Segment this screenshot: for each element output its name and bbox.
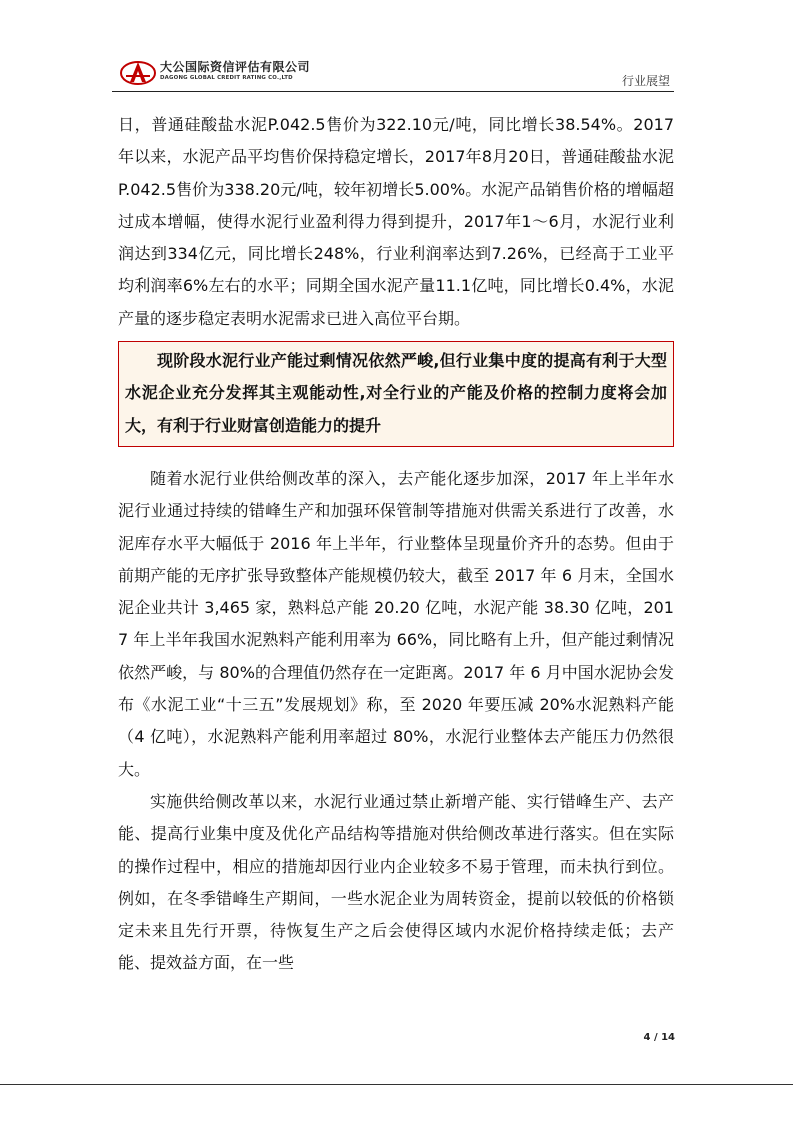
header-divider	[112, 91, 674, 92]
key-finding-box: 现阶段水泥行业产能过剩情况依然严峻,但行业集中度的提高有利于大型水泥企业充分发挥其主观能动性,对全行业的产能及价格的控制力度将会加大，有利于行业财富创造能力的提升	[118, 341, 674, 447]
company-name-cn: 大公国际资信评估有限公司	[160, 60, 311, 74]
paragraph-2: 随着水泥行业供给侧改革的深入，去产能化逐步加深，2017 年上半年水泥行业通过持续的错峰生产和加强环保管制等措施对供需关系进行了改善，水泥库存水平大幅低于 2016 年上半年，行业整体呈现量价齐升的态势。但由于前期产能的无序扩张导致整体产能规模仍较大，截至 2017 年 6 月末，全国水泥企业共计 3,465 家，熟料总产能 20.20 亿吨，水泥产能 38.30 亿吨，2017 年上半年我国水泥熟料产能利用率为 66%，同比略有上升，但产能过剩情况依然严峻，与 80%的合理值仍然存在一定距离。2017 年 6 月中国水泥协会发布《水泥工业“十三五”发展规划》称，至 2020 年要压减 20%水泥熟料产能（4 亿吨），水泥熟料产能利用率超过 80%，水泥行业整体去产能压力仍然很大。	[118, 468, 674, 779]
paragraph-1: 日，普通硅酸盐水泥P.042.5售价为322.10元/吨，同比增长38.54%。2017年以来，水泥产品平均售价保持稳定增长，2017年8月20日，普通硅酸盐水泥P.042.5售价为338.20元/吨，较年初增长5.00%。水泥产品销售价格的增幅超过成本增幅，使得水泥行业盈利得力得到提升，2017年1～6月，水泥行业利润达到334亿元，同比增长248%，行业利润率达到7.26%，已经高于工业平均利润率6%左右的水平；同期全国水泥产量11.1亿吨，同比增长0.4%，水泥产量的逐步稳定表明水泥需求已进入高位平台期。	[118, 115, 674, 328]
page-number: 4 / 14	[643, 1032, 675, 1043]
document-body	[118, 109, 674, 980]
page-header	[112, 52, 674, 94]
footer-divider	[0, 1084, 793, 1085]
company-name-en: DAGONG GLOBAL CREDIT RATING CO.,LTD	[160, 75, 293, 81]
paragraph-3: 实施供给侧改革以来，水泥行业通过禁止新增产能、实行错峰生产、去产能、提高行业集中度及优化产品结构等措施对供给侧改革进行落实。但在实际的操作过程中，相应的措施却因行业内企业较多不易于管理，而未执行到位。例如，在冬季错峰生产期间，一些水泥企业为周转资金，提前以较低的价格锁定未来且先行开票，待恢复生产之后会使得区域内水泥价格持续走低；去产能、提效益方面，在一些	[118, 791, 674, 973]
section-title: 行业展望	[621, 74, 670, 88]
dagong-logo-icon	[120, 58, 156, 86]
